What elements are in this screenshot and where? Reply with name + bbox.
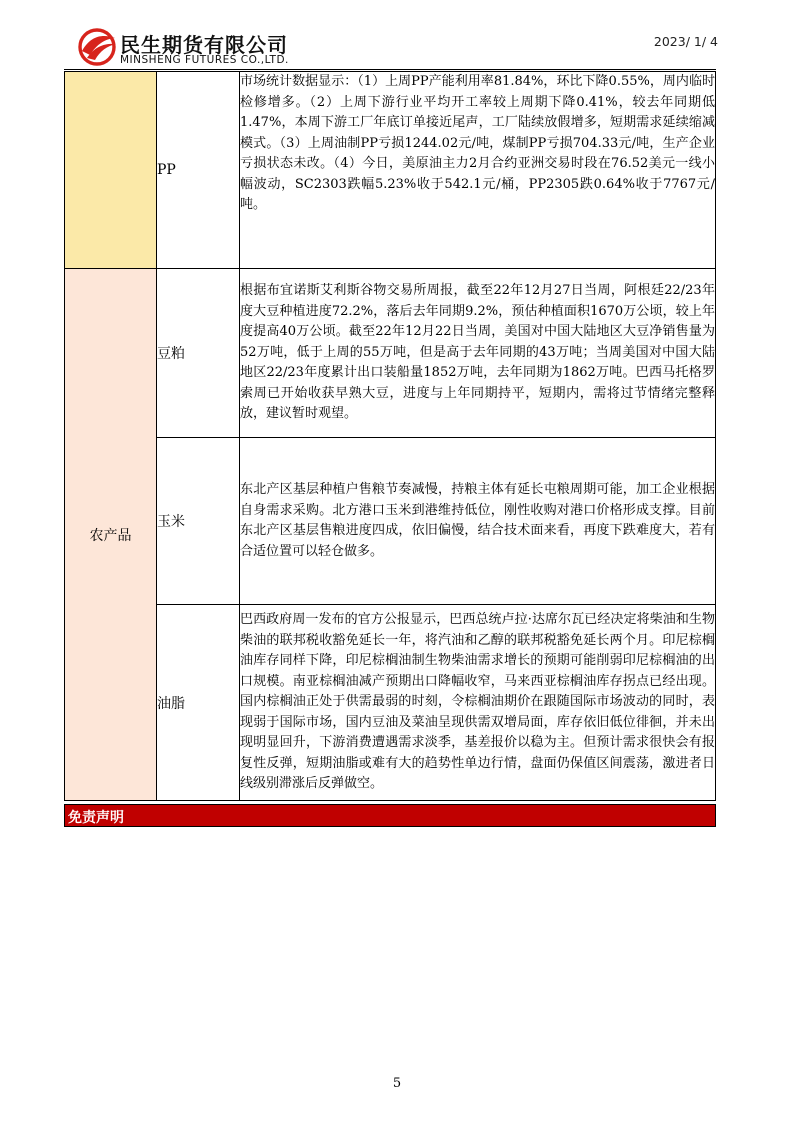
commodity-name: PP bbox=[157, 72, 240, 269]
table-row bbox=[65, 438, 716, 605]
disclaimer-title: 免责声明 bbox=[68, 810, 124, 826]
commodity-commentary-table bbox=[64, 71, 716, 801]
commodity-commentary: 东北产区基层种植户售粮节奏减慢，持粮主体有延长屯粮周期可能，加工企业根据自身需求采购。北方港口玉米到港维持低位，刚性收购对港口价格形成支撑。目前东北产区基层售粮进度四成，依旧偏慢，结合技术面来看，再度下跌难度大，若有合适位置可以轻仓做多。 bbox=[240, 438, 716, 605]
page-header bbox=[0, 0, 794, 72]
logo-chinese-name: 民生期货有限公司 bbox=[120, 33, 288, 57]
commodity-commentary: 根据布宜诺斯艾利斯谷物交易所周报，截至22年12月27日当周，阿根廷22/23年度大豆种植进度72.2%，落后去年同期9.2%，预估种植面积1670万公顷，较上年度提高40万公顷。截至22年12月22日当周，美国对中国大陆地区大豆净销售量为52万吨，低于上周的55万吨，但是高于去年同期的43万吨；当周美国对中国大陆地区22/23年度累计出口装船量1852万吨，去年同期为1862万吨。巴西马托格罗索周已开始收获早熟大豆，进度与上年同期持平，短期内，需将过节情绪完整释放，建议暂时观望。 bbox=[240, 269, 716, 438]
commodity-name: 豆粕 bbox=[157, 269, 240, 438]
category-cell-energy bbox=[65, 72, 157, 269]
report-date: 2023/ 1/ 4 bbox=[653, 34, 718, 49]
table-row bbox=[65, 269, 716, 438]
page-number: 5 bbox=[392, 1076, 402, 1091]
table-row bbox=[65, 605, 716, 801]
commodity-name: 油脂 bbox=[157, 605, 240, 801]
commodity-name: 玉米 bbox=[157, 438, 240, 605]
commodity-commentary: 市场统计数据显示：（1）上周PP产能利用率81.84%，环比下降0.55%，周内临时检修增多。（2）上周下游行业平均开工率较上周期下降0.41%，较去年同期低1.47%，本周下游工厂年底订单接近尾声，工厂陆续放假增多，短期需求延续缩减模式。（3）上周油制PP亏损1244.02元/吨，煤制PP亏损704.33元/吨，生产企业亏损状态未改。（4）今日，美原油主力2月合约亚洲交易时段在76.52美元一线小幅波动，SC2303跌幅5.23%收于542.1元/桶，PP2305跌0.64%收于7767元/吨。 bbox=[240, 72, 716, 269]
company-logo bbox=[78, 27, 318, 69]
commodity-commentary: 巴西政府周一发布的官方公报显示，巴西总统卢拉·达席尔瓦已经决定将柴油和生物柴油的联邦税收豁免延长一年，将汽油和乙醇的联邦税豁免延长两个月。印尼棕榈油库存同样下降，印尼棕榈油制生物柴油需求增长的预期可能削弱印尼棕榈油的出口规模。南亚棕榈油减产预期出口降幅收窄，马来西亚棕榈油库存拐点已经出现。国内棕榈油正处于供需最弱的时刻，令棕榈油期价在跟随国际市场波动的同时，表现弱于国际市场，国内豆油及菜油呈现供需双增局面，库存依旧低位徘徊，并未出现明显回升，下游消费遭遇需求淡季，基差报价以稳为主。但预计需求很快会有报复性反弹，短期油脂或难有大的趋势性单边行情，盘面仍保值区间震荡，激进者日线级别滞涨后反弹做空。 bbox=[240, 605, 716, 801]
category-cell-agriculture: 农产品 bbox=[65, 269, 157, 801]
disclaimer-header-bar bbox=[64, 804, 716, 827]
logo-english-name: MINSHENG FUTURES CO.,LTD. bbox=[120, 54, 289, 66]
table-row bbox=[65, 72, 716, 269]
header-divider bbox=[64, 69, 716, 70]
minsheng-logo-icon bbox=[78, 27, 118, 67]
